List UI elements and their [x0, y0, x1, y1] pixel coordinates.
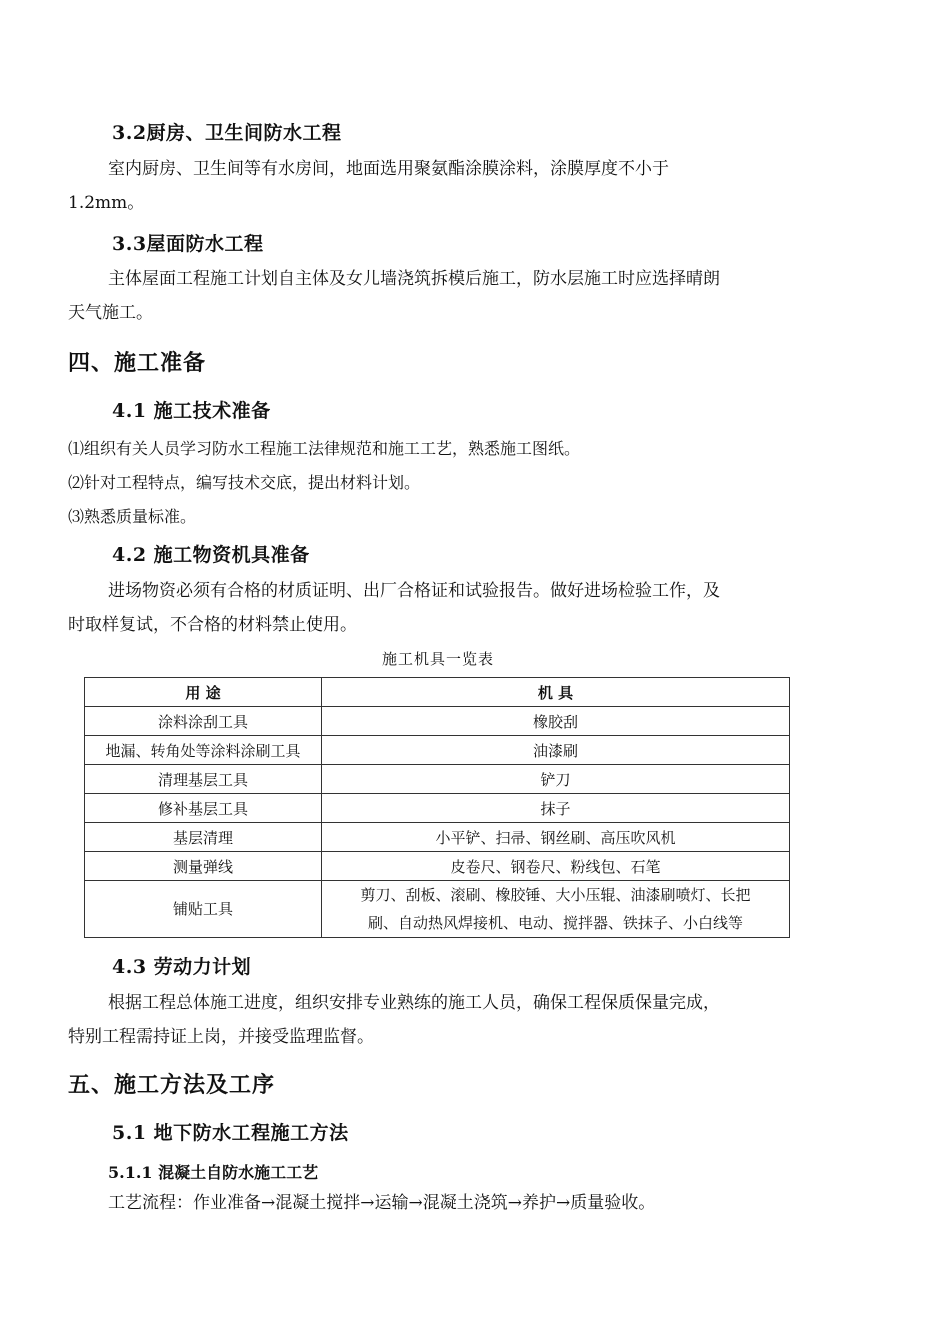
cell-use: 修补基层工具 — [85, 794, 322, 823]
heading-3-2: 3.2厨房、卫生间防水工程 — [112, 122, 342, 144]
paragraph-4-3-line2: 特别工程需持证上岗，并接受监理监督。 — [68, 1027, 374, 1047]
paragraph-3-2-line2: 1.2mm。 — [68, 193, 145, 213]
list-item-4-1-1: ⑴组织有关人员学习防水工程施工法律规范和施工工艺，熟悉施工图纸。 — [68, 439, 581, 458]
table-row — [85, 765, 790, 794]
cell-use: 铺贴工具 — [85, 881, 322, 938]
cell-use: 涂料涂刮工具 — [85, 707, 322, 736]
cell-tools: 油漆刷 — [322, 736, 790, 765]
table-row — [85, 881, 790, 938]
table-row — [85, 794, 790, 823]
cell-tools-multiline — [322, 881, 790, 938]
table-row — [85, 823, 790, 852]
heading-4-2: 4.2 施工物资机具准备 — [112, 544, 310, 566]
paragraph-4-2-line1: 进场物资必须有合格的材质证明、出厂合格证和试验报告。做好进场检验工作，及 — [108, 581, 720, 601]
table-row — [85, 736, 790, 765]
paragraph-3-3-line2: 天气施工。 — [68, 303, 153, 323]
cell-tools: 铲刀 — [322, 765, 790, 794]
heading-4-3: 4.3 劳动力计划 — [112, 956, 252, 978]
heading-3-3: 3.3屋面防水工程 — [112, 233, 264, 255]
heading-4-1: 4.1 施工技术准备 — [112, 400, 271, 422]
cell-use: 测量弹线 — [85, 852, 322, 881]
cell-use: 基层清理 — [85, 823, 322, 852]
paragraph-5-1-1: 工艺流程：作业准备→混凝土搅拌→运输→混凝土浇筑→养护→质量验收。 — [108, 1193, 656, 1213]
cell-tools: 橡胶刮 — [322, 707, 790, 736]
paragraph-4-2-line2: 时取样复试，不合格的材料禁止使用。 — [68, 615, 357, 635]
cell-use: 地漏、转角处等涂料涂刷工具 — [85, 736, 322, 765]
table-header-row — [85, 678, 790, 707]
table-caption: 施工机具一览表 — [381, 650, 494, 668]
heading-5-1: 5.1 地下防水工程施工方法 — [112, 1122, 349, 1144]
list-item-4-1-2: ⑵针对工程特点，编写技术交底，提出材料计划。 — [68, 473, 421, 492]
heading-5: 五、施工方法及工序 — [68, 1072, 276, 1098]
paragraph-3-3-line1: 主体屋面工程施工计划自主体及女儿墙浇筑拆模后施工，防水层施工时应选择晴朗 — [108, 269, 720, 289]
list-item-4-1-3: ⑶熟悉质量标准。 — [68, 507, 197, 526]
cell-tools-line1: 剪刀、刮板、滚刷、橡胶锤、大小压辊、油漆刷喷灯、长把 — [360, 886, 751, 904]
cell-tools: 抹子 — [322, 794, 790, 823]
tools-table — [84, 677, 790, 938]
cell-tools-line2: 刷、自动热风焊接机、电动、搅拌器、铁抹子、小白线等 — [367, 914, 743, 932]
table-row — [85, 852, 790, 881]
paragraph-4-3-line1: 根据工程总体施工进度，组织安排专业熟练的施工人员，确保工程保质保量完成， — [108, 993, 720, 1013]
heading-4: 四、施工准备 — [68, 350, 207, 376]
paragraph-3-2-line1: 室内厨房、卫生间等有水房间，地面选用聚氨酯涂膜涂料，涂膜厚度不小于 — [108, 159, 669, 179]
table-row — [85, 707, 790, 736]
header-tools: 机 具 — [322, 678, 790, 707]
header-use: 用 途 — [85, 678, 322, 707]
cell-tools: 小平铲、扫帚、钢丝刷、高压吹风机 — [322, 823, 790, 852]
cell-tools: 皮卷尺、钢卷尺、粉线包、石笔 — [322, 852, 790, 881]
heading-5-1-1: 5.1.1 混凝土自防水施工工艺 — [108, 1163, 319, 1182]
cell-use: 清理基层工具 — [85, 765, 322, 794]
